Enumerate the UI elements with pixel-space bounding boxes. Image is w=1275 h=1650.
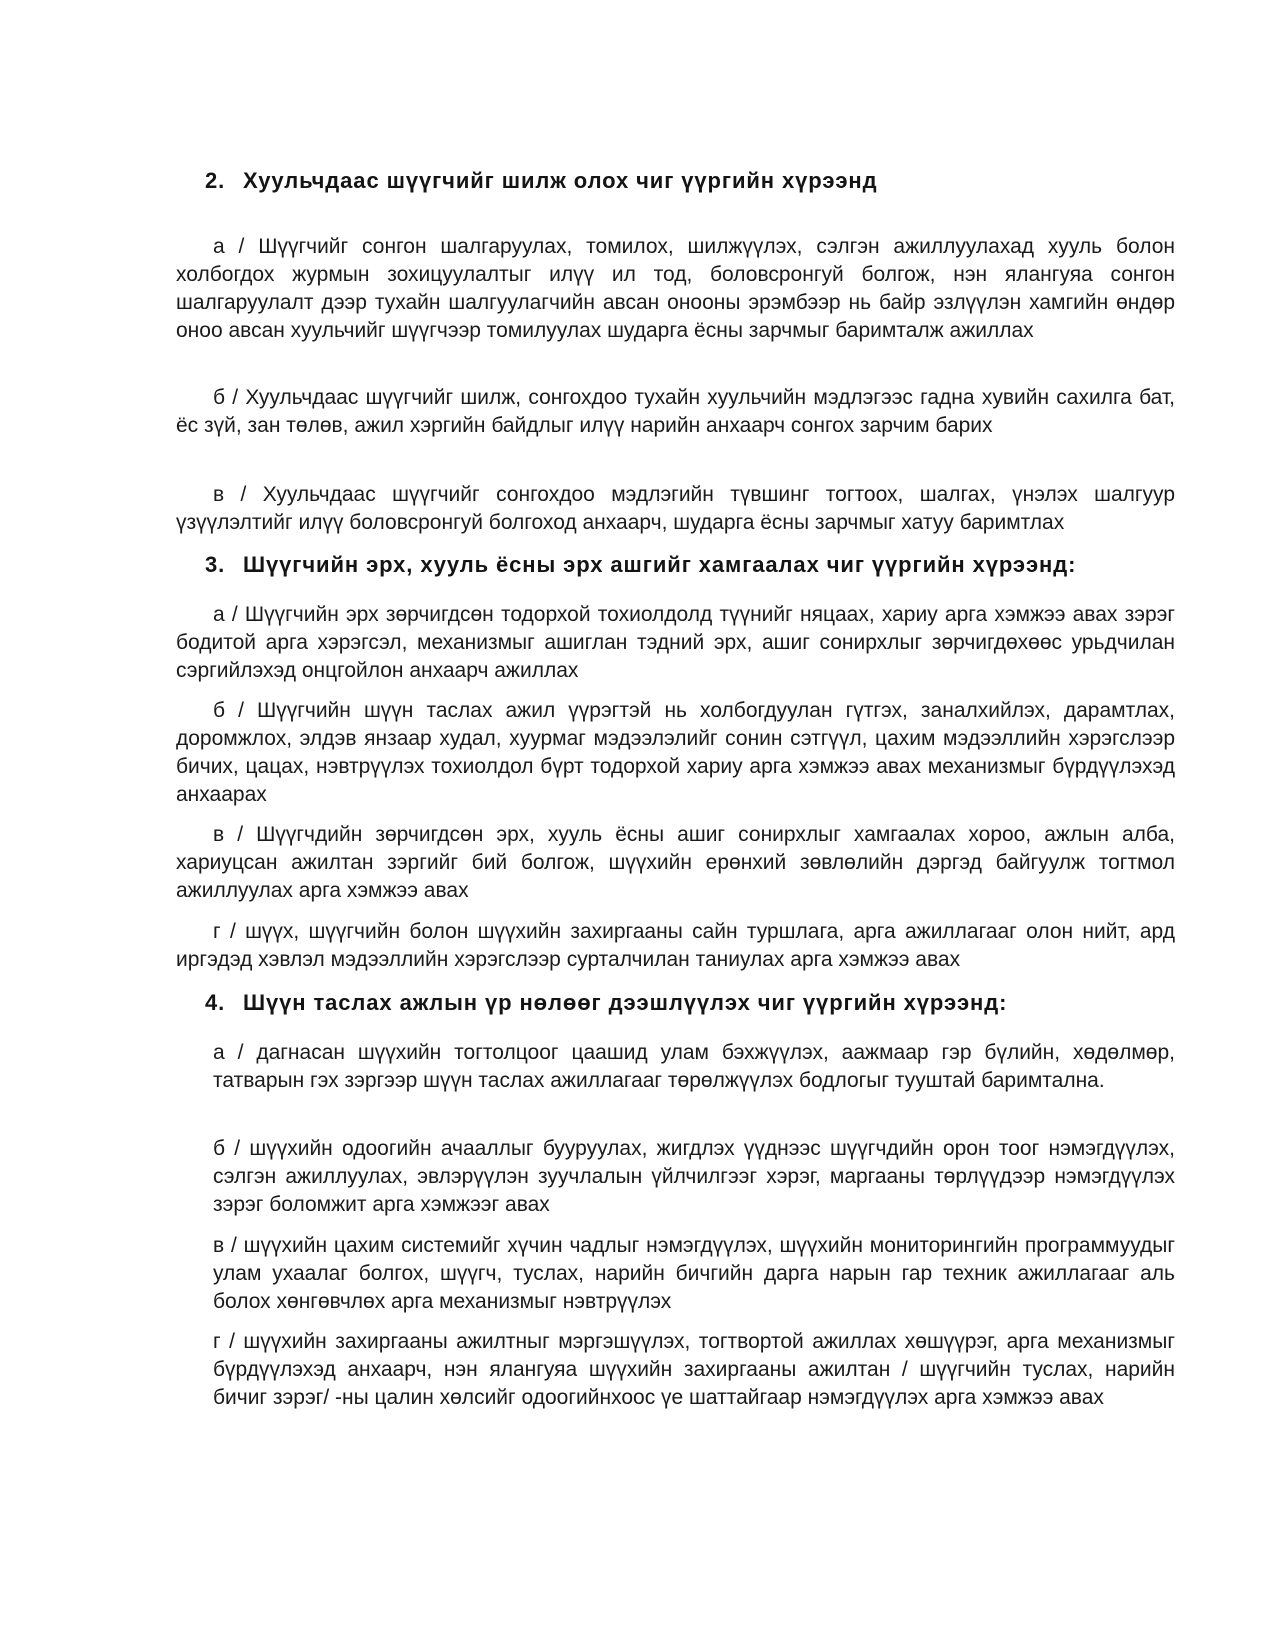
section-title: Шүүгчийн эрх, хууль ёсны эрх ашгийг хамгаалах чиг үүргийн хүрээнд: <box>243 552 1077 577</box>
section-3-item-g: г / шүүх, шүүгчийн болон шүүхийн захиргааны сайн туршлага, арга ажиллагааг олон нийт, ард иргэдэд хэвлэл мэдээллийн хэрэгслээр сурталчилан таниулах арга хэмжээ авах <box>176 920 1175 971</box>
section-4-item-b: б / шүүхийн одоогийн ачааллыг бууруулах, жигдлэх үүднээс шүүгчдийн орон тоог нэмэгдүүлэх, сэлгэн ажиллуулах, эвлэрүүлэн зуучлалын үйлчилгээг хэрэг, маргааны төрлүүдээр нэмэгдүүлэх зэрэг боломжит арга хэмжээг авах <box>213 1137 1175 1216</box>
section-number: 3. <box>205 552 226 577</box>
section-2-item-b: б / Хуульчдаас шүүгчийг шилж, сонгохдоо тухайн хуульчийн мэдлэгээс гадна хувийн сахилга бат, ёс зүй, зан төлөв, ажил хэргийн байдлыг илүү нарийн анхаарч сонгох зарчим барих <box>176 386 1175 437</box>
section-4-item-g: г / шүүхийн захиргааны ажилтныг мэргэшүүлэх, тогтвортой ажиллах хөшүүрэг, арга механизмыг бүрдүүлэхэд анхаарч, нэн ялангуяа шүүхийн захиргааны ажилтан / шүүгчийн туслах, нарийн бичиг зэрэг/ -ны цалин хөлсийг одоогийнхоос үе шаттайгаар нэмэгдүүлэх арга хэмжээ авах <box>213 1330 1175 1409</box>
section-4-item-v: в / шүүхийн цахим системийг хүчин чадлыг нэмэгдүүлэх, шүүхийн мониторингийн программуудыг улам ухаалаг болгох, шүүгч, туслах, нарийн бичгийн дарга нарын гар техник ажиллагааг аль болох хөнгөвчлөх арга механизмыг нэвтрүүлэх <box>213 1234 1175 1313</box>
section-2-heading <box>205 167 877 195</box>
section-title: Шүүн таслах ажлын үр нөлөөг дээшлүүлэх чиг үүргийн хүрээнд: <box>243 990 1008 1015</box>
section-4-heading <box>205 989 1007 1017</box>
section-3-item-b: б / Шүүгчийн шүүн таслах ажил үүрэгтэй нь холбогдуулан гүтгэх, заналхийлэх, дарамтлах, доромжлох, элдэв янзаар худал, хуурмаг мэдээлэлийг сонин сэтгүүл, цахим мэдээллийн хэрэгслээр бичих, цацах, нэвтрүүлэх тохиолдол бүрт тодорхой хариу арга хэмжээ авах механизмыг бүрдүүлэхэд анхаарах <box>176 699 1175 806</box>
section-4-item-a: а / дагнасан шүүхийн тогтолцоог цаашид улам бэхжүүлэх, аажмаар гэр бүлийн, хөдөлмөр, татварын гэх зэргээр шүүн таслах ажиллагааг төрөлжүүлэх бодлогыг тууштай баримтална. <box>213 1041 1175 1092</box>
section-number: 4. <box>205 990 226 1015</box>
section-2-item-a: а / Шүүгчийг сонгон шалгаруулах, томилох, шилжүүлэх, сэлгэн ажиллуулахад хууль болон холбогдох журмын зохицуулалтыг илүү ил тод, боловсронгуй болгож, нэн ялангуяа сонгон шалгаруулалт дээр тухайн шалгуулагчийн авсан онооны эрэмбээр нь байр эзлүүлэн хамгийн өндөр оноо авсан хуульчийг шүүгчээр томилуулах шударга ёсны зарчмыг баримталж ажиллах <box>176 235 1175 342</box>
section-2-item-v: в / Хуульчдаас шүүгчийг сонгохдоо мэдлэгийн түвшинг тогтоох, шалгах, үнэлэх шалгуур үзүүлэлтийг илүү боловсронгуй болгоход анхаарч, шударга ёсны зарчмыг хатуу баримтлах <box>176 483 1175 534</box>
section-number: 2. <box>205 168 226 193</box>
section-3-item-v: в / Шүүгчдийн зөрчигдсөн эрх, хууль ёсны ашиг сонирхлыг хамгаалах хороо, ажлын алба, хариуцсан ажилтан зэргийг бий болгож, шүүхийн ерөнхий зөвлөлийн дэргэд байгуулж тогтмол ажиллуулах арга хэмжээ авах <box>176 823 1175 902</box>
section-3-item-a: а / Шүүгчийн эрх зөрчигдсөн тодорхой тохиолдолд түүнийг няцаах, хариу арга хэмжээ авах зэрэг бодитой арга хэрэгсэл, механизмыг ашиглан тэдний эрх, ашиг сонирхлыг зөрчигдөхөөс урьдчилан сэргийлэхэд онцгойлон анхаарч ажиллах <box>176 603 1175 682</box>
section-3-heading <box>205 551 1076 579</box>
section-title: Хуульчдаас шүүгчийг шилж олох чиг үүргийн хүрээнд <box>243 168 878 193</box>
